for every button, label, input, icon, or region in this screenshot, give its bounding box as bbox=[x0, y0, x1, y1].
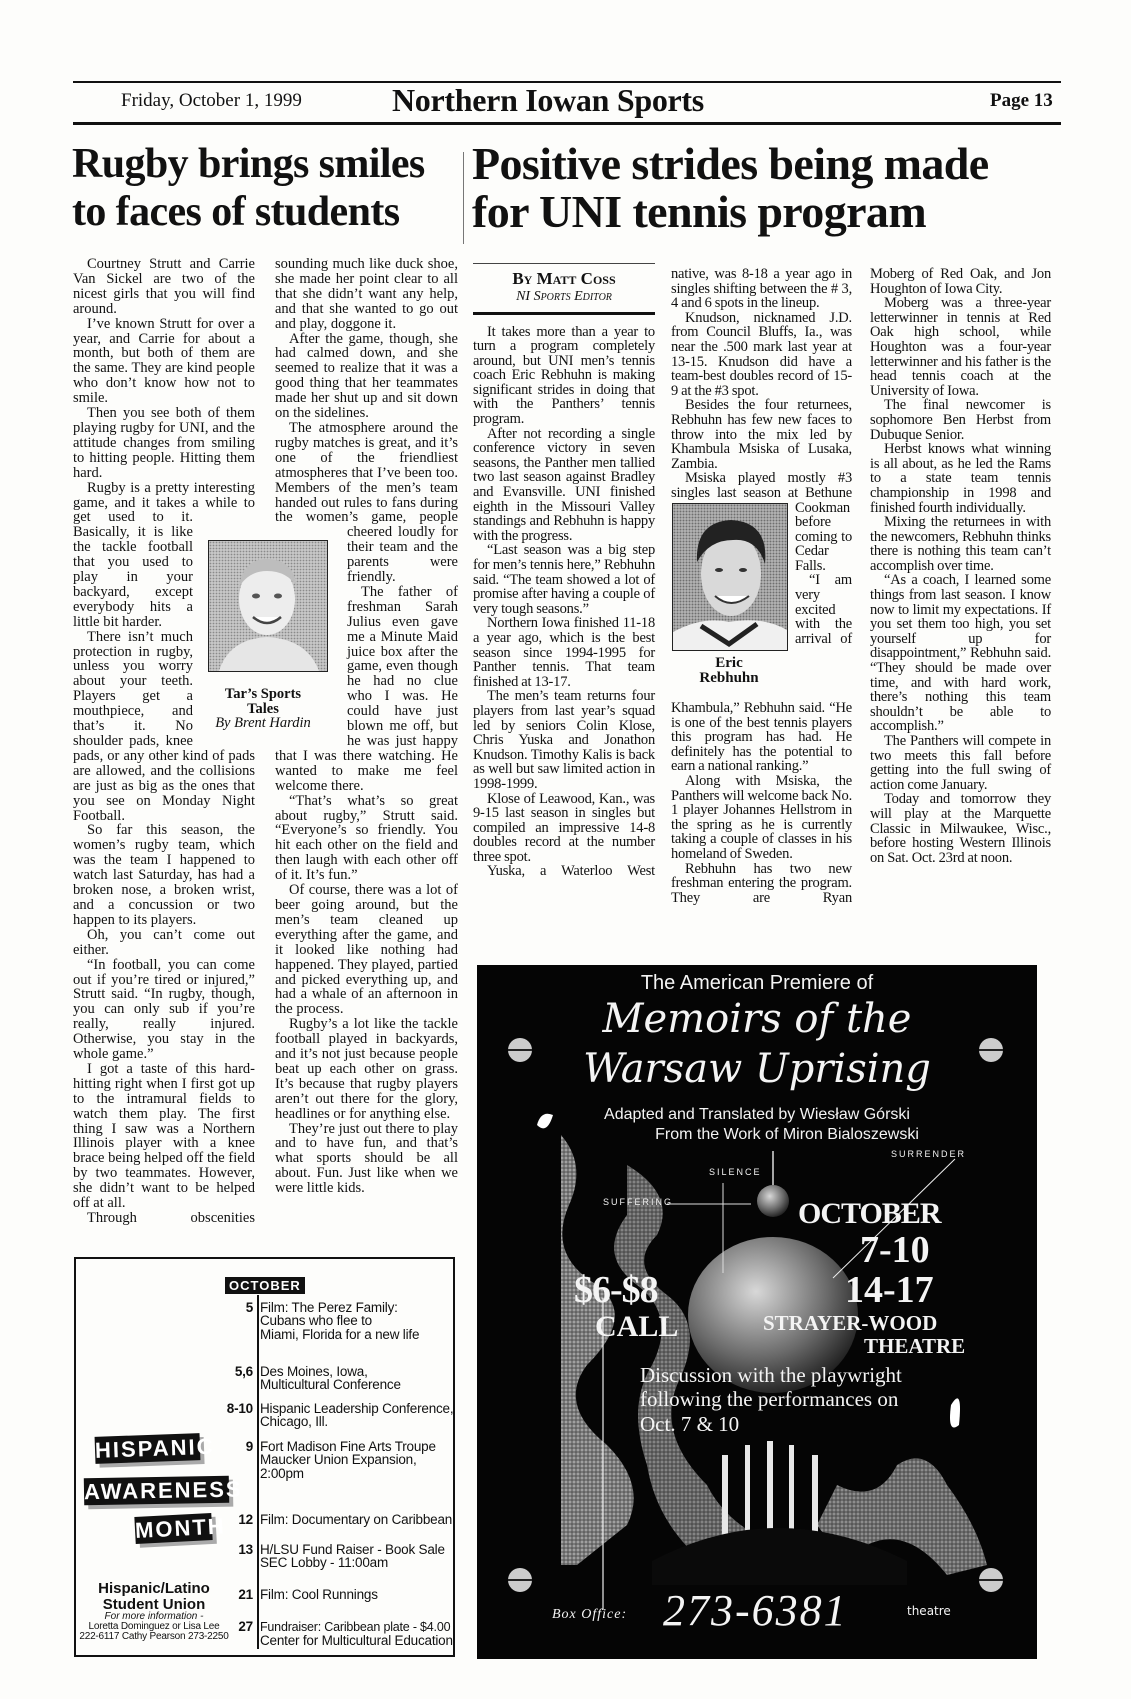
label-silence: SILENCE bbox=[709, 1167, 762, 1177]
column-title: Tar’s Sports bbox=[224, 686, 302, 702]
box-office-label: Box Office: bbox=[552, 1607, 628, 1622]
paragraph: sounding much like duck shoe, she made her point clear to all that she didn’t want any help, and that she wanted to go out and play, doggone it. bbox=[275, 256, 458, 332]
paragraph: I’ve known Strutt for over a year, and Carrie for about a month, but both of them are the same. They are kind people who don’t know how not to smile. bbox=[73, 315, 255, 407]
event-date: 9 bbox=[245, 1439, 253, 1454]
coach-photo bbox=[672, 503, 788, 651]
paragraph: It takes more than a year to turn a program completely around, but UNI men’s tennis coach Eric Rebhuhn is making significant strides in doing that with the Panthers’ tennis program. bbox=[473, 323, 655, 428]
tennis-column-1 bbox=[473, 263, 655, 879]
paragraph: Of course, there was a lot of beer going around, but the men’s team cleaned up everything after the game, and it looked like nothing had happened. They played, partied and picked everything up, and had a whale of an afternoon in the process. bbox=[275, 882, 458, 1018]
tennis-headline bbox=[472, 140, 989, 236]
author-name: By Matt Coss bbox=[512, 269, 616, 288]
ad-dates-1: 7-10 bbox=[860, 1229, 930, 1271]
event-text: Film: Documentary on Caribbean bbox=[260, 1512, 453, 1527]
paragraph: I got a taste of this hard-hitting right when I first got up to the intramural fields to watch them play. The first thing I saw was a Northern Illinois player with a knee brace being helped off the field by two teammates. However, she didn’t want to be helped off at all. bbox=[73, 1060, 255, 1212]
page-number: Page 13 bbox=[990, 90, 1053, 111]
paragraph: Through obscenities bbox=[87, 1210, 255, 1226]
event-text: Film: The Perez Family: Cubans who flee to Miami, Florida for a new life bbox=[260, 1300, 420, 1342]
paragraph: Yuska, a Waterloo West bbox=[487, 863, 655, 880]
paragraph: “That’s what’s so great about rugby,” Strutt said. “Everyone’s so friendly. You hit each other on the field and then laugh with each other off of it. It’s fun.” bbox=[275, 792, 458, 884]
tennis-headline-line-1: Positive strides being made bbox=[472, 138, 989, 189]
organization-info bbox=[76, 1581, 232, 1641]
ad-discussion-line-1: Discussion with the playwright bbox=[640, 1363, 902, 1387]
header-bottom-rule bbox=[73, 122, 1061, 125]
label-surrender: SURRENDER bbox=[891, 1149, 967, 1159]
title-word-month: MONTH bbox=[134, 1513, 227, 1543]
coach-caption bbox=[668, 656, 790, 686]
screw-icon bbox=[508, 1568, 532, 1592]
paragraph: “As a coach, I learned some things from last season. I know now to limit my expectations. If you set them too high, you set yourself up for disappointment,” Rebhuhn said. “They should be made over time, and with hard work, there’s nothing this team shouldn’t be able to accomplish.” bbox=[870, 572, 1051, 735]
rugby-headline-line-2: to faces of students bbox=[72, 189, 400, 235]
hispanic-awareness-month-box bbox=[74, 1257, 455, 1657]
paragraph: The men’s team returns four players from last year’s squad led by seniors Colin Klose, Chris Yuska and Jonathon Knudson. Timothy Kalis is back as well but saw limited action in 1998-1999. bbox=[473, 688, 655, 792]
rugby-headline bbox=[72, 140, 425, 236]
paragraph: Moberg was a three-year letterwinner in tennis at Red Oak high school, while Houghton was a four-year letterwinner and his father is the head tennis coach at the University of Iowa. bbox=[870, 295, 1051, 399]
coach-caption-first: Eric bbox=[715, 655, 743, 671]
tennis-column-3 bbox=[870, 267, 1051, 865]
issue-date: Friday, October 1, 1999 bbox=[121, 90, 302, 111]
ad-discussion-line-2: following the performances on bbox=[640, 1387, 899, 1411]
label-suffering: SUFFERING bbox=[603, 1197, 674, 1207]
contacts-line-1: Loretta Dominguez or Lisa Lee bbox=[88, 1621, 220, 1632]
rugby-column-1 bbox=[73, 257, 255, 1226]
ad-month: OCTOBER bbox=[798, 1197, 941, 1230]
event-date: 12 bbox=[238, 1512, 253, 1527]
paragraph: Rebhuhn has two new freshman entering the program. They are Ryan bbox=[671, 860, 852, 906]
info-label: For more information - bbox=[104, 1611, 204, 1622]
paragraph: Besides the four returnees, Rebhuhn has few new faces to throw into the mix led by Khambula Msiska of Lusaka, Zambia. bbox=[671, 397, 852, 472]
event-date: 13 bbox=[238, 1542, 253, 1557]
ad-price: $6-$8 bbox=[574, 1269, 658, 1311]
event-text: Fundraiser: Caribbean plate - $4.00 Center for Multicultural Education bbox=[260, 1620, 453, 1649]
event-date: 5 bbox=[245, 1300, 253, 1315]
ad-adapted-line: Adapted and Translated by Wiesław Górski bbox=[604, 1106, 910, 1123]
byline-block bbox=[473, 263, 655, 315]
ad-title-line-2: Warsaw Uprising bbox=[583, 1046, 931, 1092]
author-title: NI Sports Editor bbox=[516, 289, 612, 304]
month-label: OCTOBER bbox=[225, 1277, 305, 1294]
ad-venue-line-1: STRAYER-WOOD bbox=[763, 1311, 938, 1335]
event-text: H/LSU Fund Raiser - Book Sale SEC Lobby - 11:00am bbox=[260, 1542, 445, 1571]
paragraph: There isn’t much protection in rugby, unless you worry about your teeth. Players get a mouthpiece, and that’s it. No shoulder pads, knee pads, or any other kind of pads are allowed, and the collisions are just as big as the ones that you see on Monday Night Football. bbox=[73, 628, 255, 824]
paragraph: Msiska played mostly #3 singles last season at Bethune Cookman before coming to Cedar Falls. bbox=[671, 470, 852, 574]
ad-dates-2: 14-17 bbox=[845, 1269, 934, 1311]
paragraph: The atmosphere around the rugby matches is great, and it’s one of the friendliest atmospheres that I’ve been too. Members of the men’s team handed out rules to fans during the women’s game, people cheered loudly for their team and the parents were friendly. bbox=[275, 419, 458, 586]
contacts-line-2: 222-6117 Cathy Pearson 273-2250 bbox=[79, 1630, 229, 1642]
title-word-hispanic: HISPANIC bbox=[94, 1433, 215, 1463]
org-name-line-2: Student Union bbox=[102, 1595, 206, 1613]
ad-discussion-line-3: Oct. 7 & 10 bbox=[640, 1412, 740, 1436]
ad-source-line: From the Work of Miron Bialoszewski bbox=[655, 1126, 919, 1143]
section-title: Northern Iowan Sports bbox=[392, 82, 704, 118]
paragraph: Northern Iowa finished 11-18 a year ago, which is the best season since 1994-1995 for Panther tennis. That team finished at 13-17. bbox=[473, 615, 655, 690]
paragraph: “In football, you can come out if you’re tired or injured,” Strutt said. “In rugby, though, you can only sub if you’re really, really injured. Otherwise, you stay in the whole game.” bbox=[73, 956, 255, 1063]
screw-icon bbox=[979, 1568, 1003, 1592]
event-date: 5,6 bbox=[234, 1364, 253, 1379]
headline-divider bbox=[463, 152, 464, 244]
paragraph: Moberg of Red Oak, and Jon Houghton of Iowa City. bbox=[870, 266, 1051, 297]
paragraph: So far this season, the women’s rugby team, which was the team I happened to watch last Saturday, has had a broken nose, a broken wrist, and a concussion or two happen to its players. bbox=[73, 822, 255, 928]
columnist-photo bbox=[208, 540, 328, 672]
paragraph: The final newcomer is sophomore Ben Herbst from Dubuque Senior. bbox=[870, 397, 1051, 443]
title-word-awareness: AWARENESS bbox=[83, 1476, 243, 1505]
rugby-headline-line-1: Rugby brings smiles bbox=[72, 141, 425, 187]
paragraph: They’re just out there to play and to have fun, and that’s what sports should be all about. Fun. Just like when we were little kids. bbox=[275, 1120, 458, 1197]
box-office-phone: 273-6381 bbox=[663, 1586, 848, 1635]
paragraph: The father of freshman Sarah Julius even gave me a Minute Maid juice box after the game, even though he had no clue who I was. He could have just blown me off, but he was just happy that I was there watching. He wanted to make me feel welcome there. bbox=[275, 583, 458, 794]
coach-caption-last: Rebhuhn bbox=[699, 670, 759, 686]
tennis-headline-line-2: for UNI tennis program bbox=[472, 186, 927, 237]
paragraph: Knudson, nicknamed J.D. from Council Bluffs, Ia., was near the .500 mark last year at 13-15. Knudson did have a team-best doubles record of 15-9 at the #3 spot. bbox=[671, 309, 852, 399]
event-date: 8-10 bbox=[226, 1401, 253, 1416]
paragraph: Then you see both of them playing rugby for UNI, and the attitude changes from smiling to hitting people. Hitting them hard. bbox=[73, 405, 255, 481]
paragraph: “I am very excited with the arrival of Khambula,” Rebhuhn said. “He is one of the best tennis players this program has had. He definitely has the potential to earn a national ranking.” bbox=[671, 572, 852, 775]
event-text: Des Moines, Iowa, Multicultural Conference bbox=[260, 1364, 401, 1393]
ad-call: CALL bbox=[595, 1310, 679, 1343]
event-text: Film: Cool Runnings bbox=[260, 1587, 378, 1602]
org-name-line-1: Hispanic/Latino bbox=[98, 1580, 210, 1597]
paragraph: Courtney Strutt and Carrie Van Sickel are two of the nicest girls that you will find around. bbox=[73, 256, 255, 317]
event-text: Hispanic Leadership Conference, Chicago, Ill. bbox=[260, 1401, 454, 1430]
timeline-divider bbox=[257, 1295, 259, 1649]
paragraph: Mixing the returnees in with the newcomers, Rebhuhn thinks there is nothing this team can’t accomplish over time. bbox=[870, 514, 1051, 574]
paragraph: Along with Msiska, the Panthers will welcome back No. 1 player Johannes Hellstrom in the spring as he is currently taking a couple of classes in his homeland of Sweden. bbox=[671, 772, 852, 862]
ad-venue-line-2: THEATRE bbox=[864, 1334, 966, 1358]
event-text: Fort Madison Fine Arts Troupe Maucker Union Expansion, 2:00pm bbox=[260, 1439, 436, 1481]
theatre-advertisement bbox=[477, 965, 1037, 1659]
paragraph: native, was 8-18 a year ago in singles shifting between the # 3, 4 and 6 spots in the lineup. bbox=[671, 266, 852, 312]
paragraph: After not recording a single conference victory in seven seasons, the Panther men tallied two last season against Bradley and Evansville. UNI finished eighth in the Missouri Valley standings and Rebhuhn is happy with the progress. bbox=[473, 425, 655, 544]
paragraph: Rugby’s a lot like the tackle football played in backyards, and it’s not just because people beat up each other on grass. It’s because that rugby players aren’t out there for the glory, headlines or for anything else. bbox=[275, 1016, 458, 1122]
columnist-byline: By Brent Hardin bbox=[215, 715, 311, 731]
event-date: 21 bbox=[238, 1587, 253, 1602]
column-subtitle: Tales bbox=[247, 700, 279, 717]
paragraph: The Panthers will compete in two meets this fall before getting into the full swing of action come January. bbox=[870, 733, 1051, 793]
paragraph: Oh, you can’t come out either. bbox=[73, 926, 255, 958]
event-date: 27 bbox=[238, 1619, 253, 1634]
paragraph: Herbst knows what winning is all about, as he led the Rams to a state team tennis championship in 1998 and finished fourth individually. bbox=[870, 441, 1051, 516]
paragraph: Klose of Leawood, Kan., was 9-15 last season in singles but compiled an impressive 14-8 doubles record at the number three spot. bbox=[473, 790, 655, 865]
paragraph: After the game, though, she had calmed down, and she seemed to realize that it was a good thing that her teammates made her shut up and sit down on the sidelines. bbox=[275, 330, 458, 422]
ad-premiere-line: The American Premiere of bbox=[640, 972, 874, 994]
paragraph: Today and tomorrow they will play at the Marquette Classic in Milwaukee, Wisc., before hosting Western Illinois on Sat. Oct. 23rd at noon. bbox=[870, 791, 1051, 866]
ad-title-line-1: Memoirs of the bbox=[602, 996, 912, 1042]
theatre-logo: theatre bbox=[907, 1604, 951, 1618]
paragraph: Rugby is a pretty interesting game, and it takes a while to get used to it. Basically, it is like the tackle football that you used to play in your backyard, except everybody hits a little bit harder. bbox=[73, 479, 255, 630]
paragraph: “Last season was a big step for men’s tennis here,” Rebhuhn said. “The team showed a lot of promise after having a couple of very tough seasons.” bbox=[473, 542, 655, 617]
columnist-caption bbox=[198, 687, 328, 731]
